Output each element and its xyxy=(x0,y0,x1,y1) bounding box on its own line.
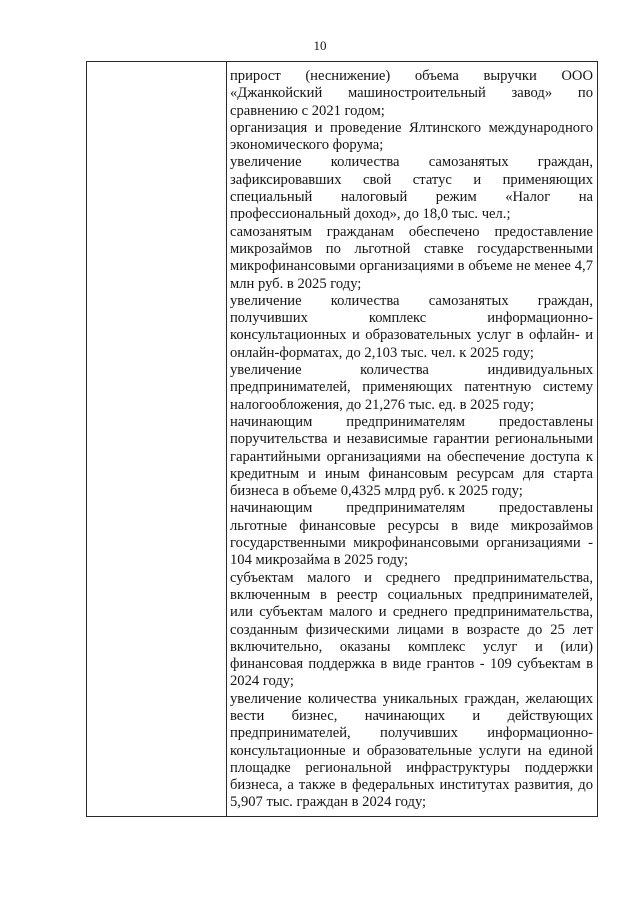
paragraph-self-employed-microloans: самозанятым гражданам обеспечено предоставление микрозаймов по льготной ставке государственными микрофинансовыми организациями в объеме не менее 4,7 млн руб. в 2025 году; xyxy=(230,223,593,292)
table-right-cell xyxy=(227,62,597,816)
paragraph-yalta-forum: организация и проведение Ялтинского международного экономического форума; xyxy=(230,119,593,154)
paragraph-patent-entrepreneurs: увеличение количества индивидуальных предпринимателей, применяющих патентную систему налогообложения, до 21,276 тыс. ед. в 2025 году; xyxy=(230,362,593,413)
paragraph-self-employed-consulting: увеличение количества самозанятых граждан, получивших комплекс информационно-консультационных и образовательных услуг в офлайн- и онлайн-форматах, до 2,103 тыс. чел. к 2025 году; xyxy=(230,292,593,361)
content-table xyxy=(86,61,598,817)
table-left-cell xyxy=(87,62,227,816)
paragraph-guarantees: начинающим предпринимателям предоставлены поручительства и независимые гарантии региональными гарантийными организациями на обеспечение доступа к кредитным и иным финансовым ресурсам для старта бизнеса в объеме 0,4325 млрд руб. к 2025 году; xyxy=(230,413,593,500)
paragraph-unique-citizens: увеличение количества уникальных граждан, желающих вести бизнес, начинающих и действующих предпринимателей, получивших информационно-консультационные и образовательные услуги на единой площадке региональной инфраструктуры поддержки бизнеса, а также в федеральных институтах развития, до 5,907 тыс. граждан в 2024 году; xyxy=(230,690,593,811)
page-number: 10 xyxy=(313,38,327,53)
paragraph-social-entrepreneurs-grants: субъектам малого и среднего предпринимательства, включенным в реестр социальных предпринимателей, или субъектам малого и среднего предпринимательства, созданным физическими лицами в возрасте до 25 лет включительно, оказаны комплекс услуг и (или) финансовая поддержка в виде грантов - 109 субъектам в 2024 году; xyxy=(230,569,593,690)
paragraph-self-employed-count: увеличение количества самозанятых граждан, зафиксировавших свой статус и применяющих специальный налоговый режим «Налог на профессиональный доход», до 18,0 тыс. чел.; xyxy=(230,154,593,223)
paragraph-revenue-growth: прирост (неснижение) объема выручки ООО «Джанкойский машиностроительный завод» по сравнению с 2021 годом; xyxy=(230,68,593,119)
paragraph-microloans-startups: начинающим предпринимателям предоставлены льготные финансовые ресурсы в виде микрозаймов государственными микрофинансовыми организациями - 104 микрозайма в 2025 году; xyxy=(230,500,593,569)
